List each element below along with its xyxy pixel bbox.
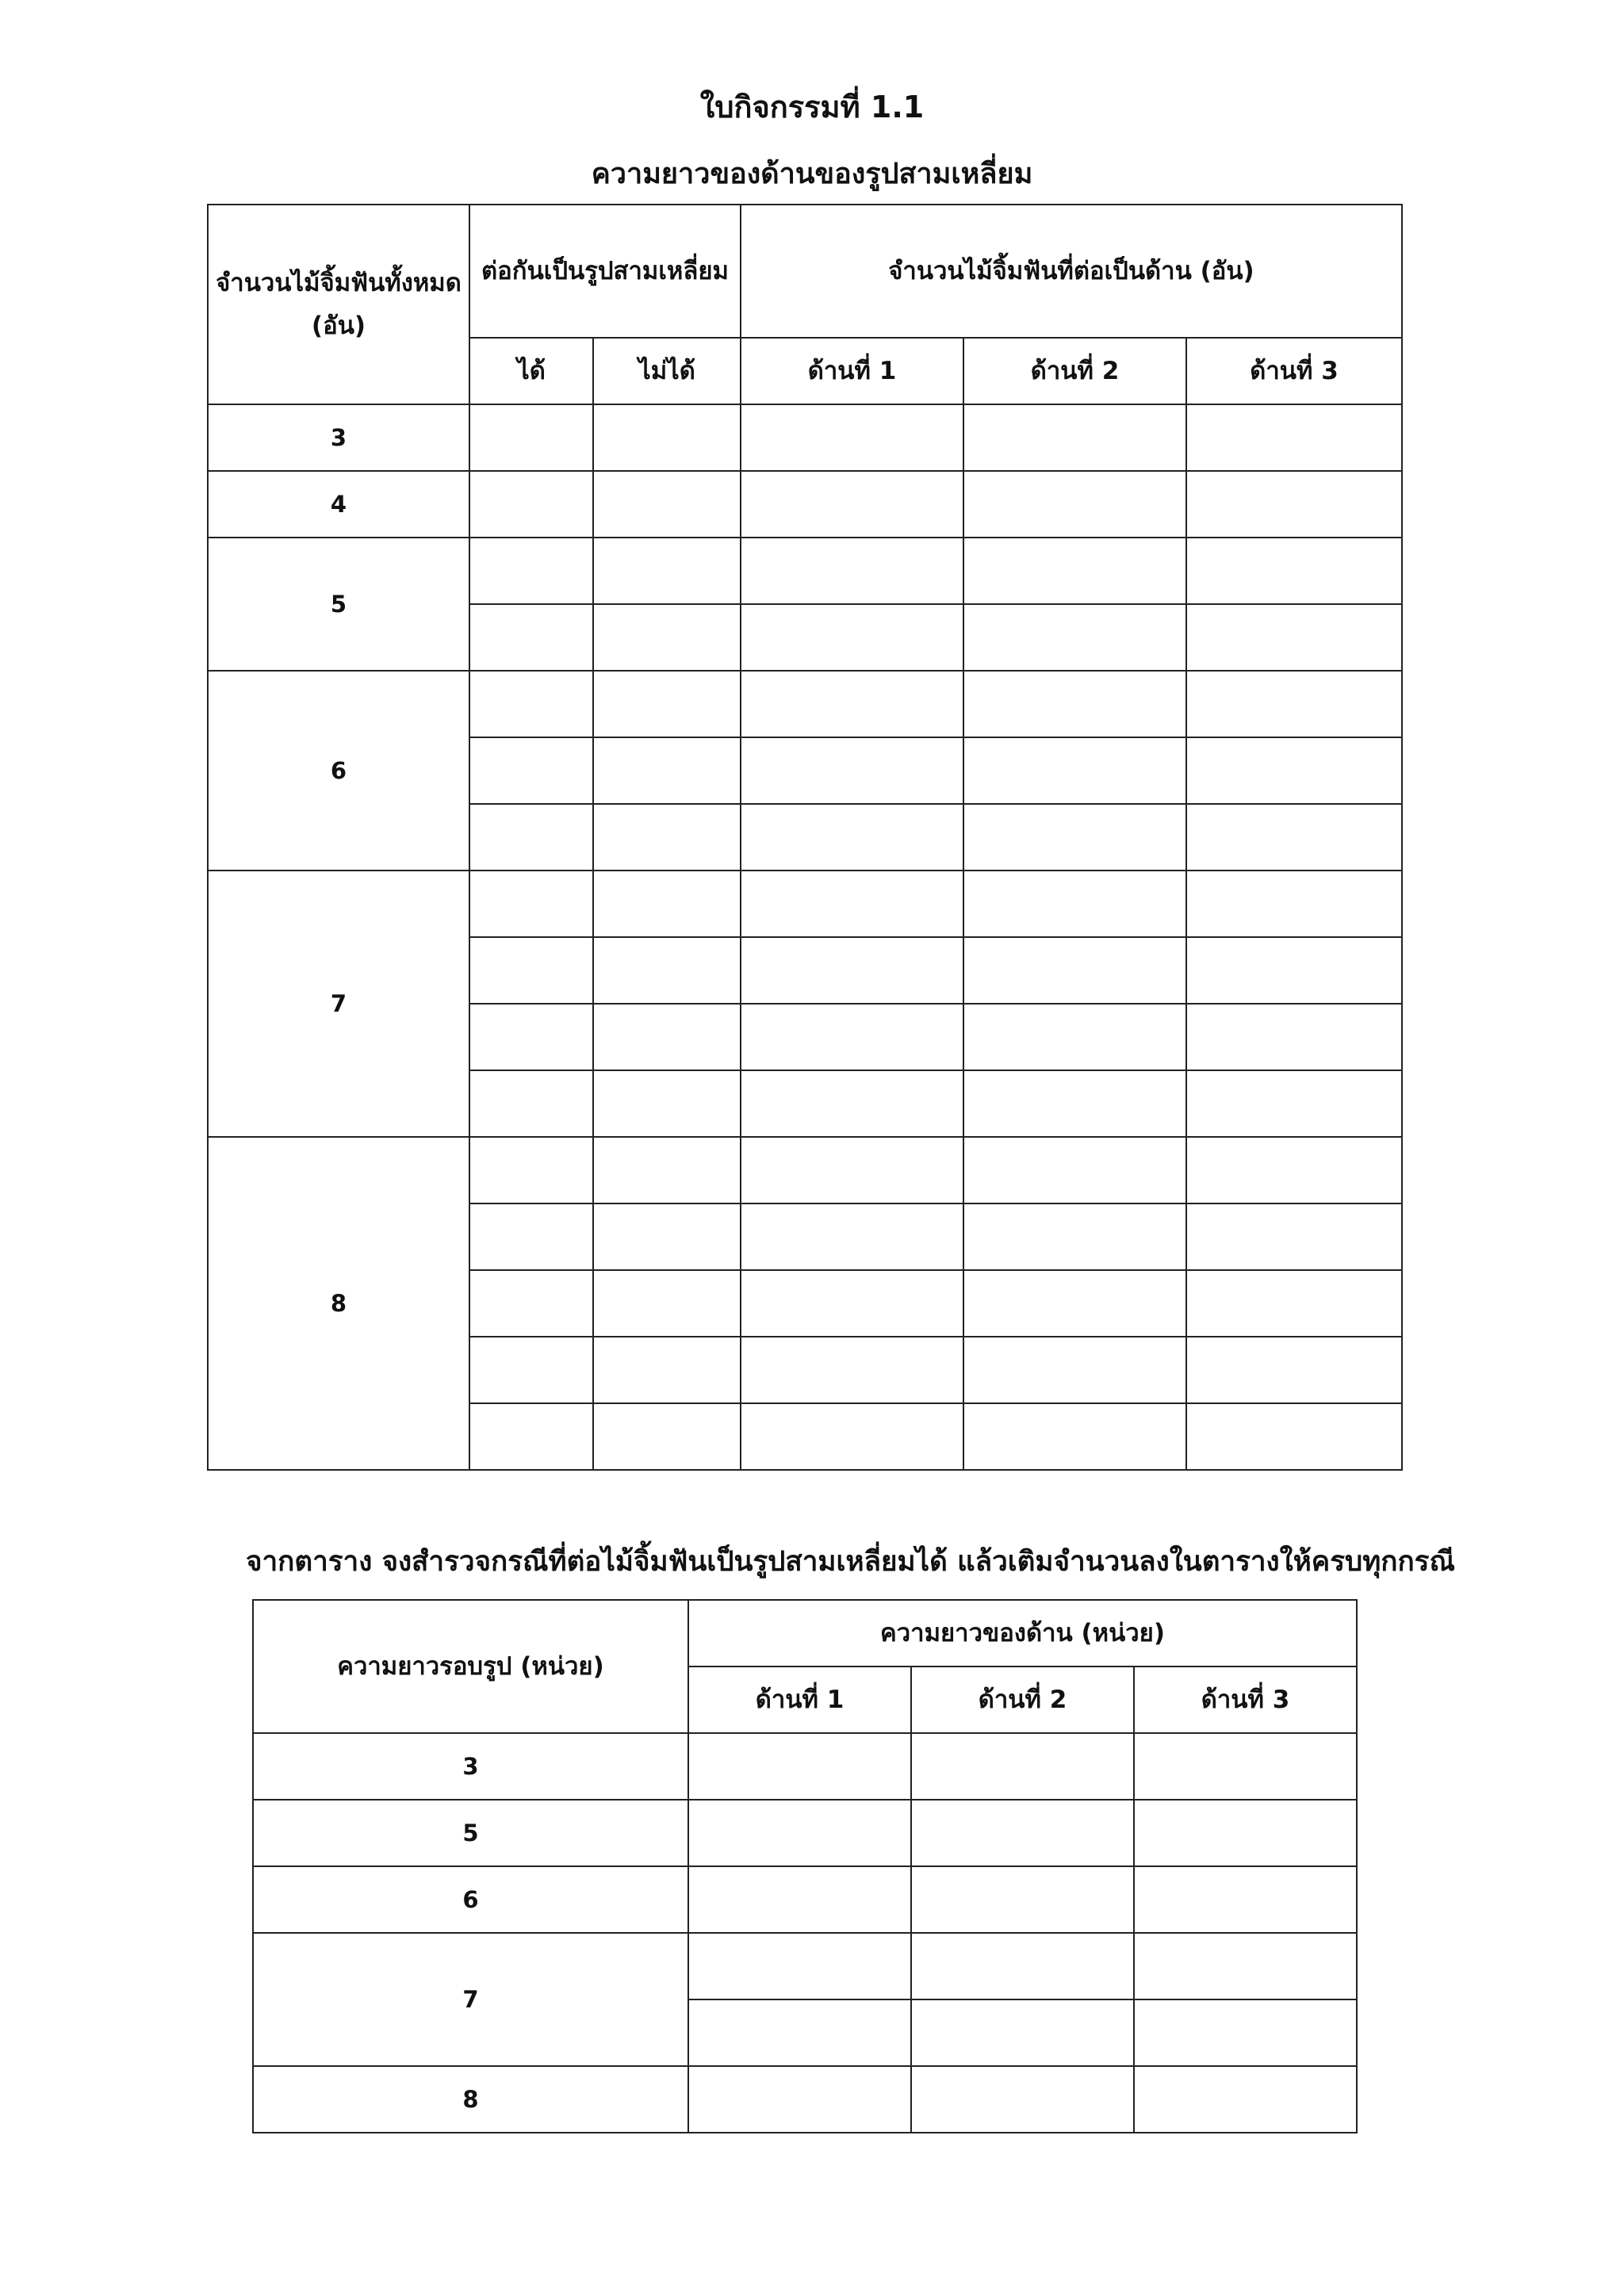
header-side-2: ด้านที่ 2 [911,1667,1134,1733]
blank-answer-cell[interactable] [963,804,1186,871]
blank-answer-cell[interactable] [593,804,741,871]
blank-answer-cell[interactable] [469,1203,593,1270]
blank-answer-cell[interactable] [963,1004,1186,1070]
table-row [253,1933,1357,1999]
blank-answer-cell[interactable] [469,937,593,1004]
blank-answer-cell[interactable] [963,737,1186,804]
blank-answer-cell[interactable] [593,871,741,937]
blank-answer-cell[interactable] [593,1337,741,1403]
blank-answer-cell[interactable] [741,1137,963,1203]
toothpick-triangle-table [207,204,1403,1471]
blank-answer-cell[interactable] [963,1270,1186,1337]
header-side-1: ด้านที่ 1 [688,1667,911,1733]
blank-answer-cell[interactable] [911,1733,1134,1800]
blank-answer-cell[interactable] [593,1270,741,1337]
blank-answer-cell[interactable] [1134,1866,1357,1933]
blank-answer-cell[interactable] [1186,471,1402,538]
blank-answer-cell[interactable] [963,871,1186,937]
header-can-form-triangle: ต่อกันเป็นรูปสามเหลี่ยม [469,205,741,338]
blank-answer-cell[interactable] [1186,1137,1402,1203]
blank-answer-cell[interactable] [741,1337,963,1403]
row-count-label: 5 [253,1800,688,1866]
blank-answer-cell[interactable] [963,1137,1186,1203]
table-row [208,1137,1402,1203]
blank-answer-cell[interactable] [911,2066,1134,2133]
row-count-label: 7 [208,871,469,1137]
blank-answer-cell[interactable] [1186,1070,1402,1137]
blank-answer-cell[interactable] [469,804,593,871]
blank-answer-cell[interactable] [1134,1800,1357,1866]
blank-answer-cell[interactable] [1186,1203,1402,1270]
blank-answer-cell[interactable] [1186,804,1402,871]
blank-answer-cell[interactable] [963,1403,1186,1470]
blank-answer-cell[interactable] [963,1203,1186,1270]
blank-answer-cell[interactable] [963,471,1186,538]
blank-answer-cell[interactable] [593,1403,741,1470]
blank-answer-cell[interactable] [963,1337,1186,1403]
blank-answer-cell[interactable] [688,1800,911,1866]
blank-answer-cell[interactable] [963,538,1186,604]
blank-answer-cell[interactable] [1186,671,1402,737]
header-perimeter: ความยาวรอบรูป (หน่วย) [253,1600,688,1733]
header-toothpicks-per-side: จำนวนไม้จิ้มฟันที่ต่อเป็นด้าน (อัน) [741,205,1402,338]
blank-answer-cell[interactable] [593,471,741,538]
header-side-lengths: ความยาวของด้าน (หน่วย) [688,1600,1357,1667]
blank-answer-cell[interactable] [593,737,741,804]
blank-answer-cell[interactable] [593,538,741,604]
blank-answer-cell[interactable] [741,937,963,1004]
table2-body [253,1733,1357,2133]
blank-answer-cell[interactable] [741,871,963,937]
blank-answer-cell[interactable] [469,604,593,671]
blank-answer-cell[interactable] [593,1070,741,1137]
blank-answer-cell[interactable] [1186,1403,1402,1470]
instruction-text: จากตาราง จงสำรวจกรณีที่ต่อไม้จิ้มฟันเป็นรูปสามเหลี่ยมได้ แล้วเติมจำนวนลงในตารางให้ครบทุกกรณี [246,1546,1455,1578]
blank-answer-cell[interactable] [963,404,1186,471]
row-count-label: 8 [208,1137,469,1470]
table-row [253,1800,1357,1866]
blank-answer-cell[interactable] [741,804,963,871]
blank-answer-cell[interactable] [911,1866,1134,1933]
blank-answer-cell[interactable] [469,671,593,737]
blank-answer-cell[interactable] [1186,1270,1402,1337]
blank-answer-cell[interactable] [688,2066,911,2133]
blank-answer-cell[interactable] [963,1070,1186,1137]
blank-answer-cell[interactable] [469,1004,593,1070]
row-count-label: 8 [253,2066,688,2133]
sheet-title: ใบกิจกรรมที่ 1.1 [699,90,925,124]
blank-answer-cell[interactable] [741,604,963,671]
blank-answer-cell[interactable] [469,871,593,937]
blank-answer-cell[interactable] [469,1403,593,1470]
blank-answer-cell[interactable] [1186,404,1402,471]
blank-answer-cell[interactable] [469,1270,593,1337]
blank-answer-cell[interactable] [741,1004,963,1070]
blank-answer-cell[interactable] [911,1800,1134,1866]
header-side-2: ด้านที่ 2 [963,338,1186,404]
row-count-label: 3 [253,1733,688,1800]
row-count-label: 3 [208,404,469,471]
header-total-toothpicks: จำนวนไม้จิ้มฟันทั้งหมด (อัน) [208,205,469,404]
blank-answer-cell[interactable] [1186,1337,1402,1403]
blank-answer-cell[interactable] [1134,2066,1357,2133]
blank-answer-cell[interactable] [469,1337,593,1403]
blank-answer-cell[interactable] [593,404,741,471]
blank-answer-cell[interactable] [1186,937,1402,1004]
table1-body [208,404,1402,1470]
header-side-3: ด้านที่ 3 [1134,1667,1357,1733]
blank-answer-cell[interactable] [741,404,963,471]
blank-answer-cell[interactable] [593,1137,741,1203]
blank-answer-cell[interactable] [1186,1004,1402,1070]
blank-answer-cell[interactable] [688,1999,911,2066]
table-row [253,1733,1357,1800]
blank-answer-cell[interactable] [741,737,963,804]
table-row [208,871,1402,937]
blank-answer-cell[interactable] [963,937,1186,1004]
blank-answer-cell[interactable] [963,604,1186,671]
blank-answer-cell[interactable] [741,1270,963,1337]
blank-answer-cell[interactable] [688,1733,911,1800]
row-count-label: 6 [208,671,469,871]
blank-answer-cell[interactable] [469,471,593,538]
blank-answer-cell[interactable] [1186,604,1402,671]
blank-answer-cell[interactable] [1134,1933,1357,1999]
table-row [208,538,1402,604]
header-side-1: ด้านที่ 1 [741,338,963,404]
row-count-label: 7 [253,1933,688,2066]
blank-answer-cell[interactable] [1186,871,1402,937]
table-row [253,1866,1357,1933]
blank-answer-cell[interactable] [1186,737,1402,804]
blank-answer-cell[interactable] [1134,1733,1357,1800]
row-count-label: 5 [208,538,469,671]
table-row [208,404,1402,471]
table-row [253,2066,1357,2133]
blank-answer-cell[interactable] [593,1004,741,1070]
blank-answer-cell[interactable] [688,1933,911,1999]
blank-answer-cell[interactable] [1134,1999,1357,2066]
blank-answer-cell[interactable] [1186,538,1402,604]
row-count-label: 4 [208,471,469,538]
header-side-3: ด้านที่ 3 [1186,338,1402,404]
blank-answer-cell[interactable] [469,538,593,604]
table-row [208,471,1402,538]
blank-answer-cell[interactable] [911,1999,1134,2066]
header-no: ไม่ได้ [593,338,741,404]
blank-answer-cell[interactable] [741,1403,963,1470]
perimeter-side-length-table [252,1599,1358,2133]
blank-answer-cell[interactable] [593,937,741,1004]
sheet-subtitle: ความยาวของด้านของรูปสามเหลี่ยม [591,158,1033,190]
blank-answer-cell[interactable] [688,1866,911,1933]
blank-answer-cell[interactable] [963,671,1186,737]
blank-answer-cell[interactable] [741,538,963,604]
header-yes: ได้ [469,338,593,404]
blank-answer-cell[interactable] [741,471,963,538]
blank-answer-cell[interactable] [593,1203,741,1270]
blank-answer-cell[interactable] [593,604,741,671]
blank-answer-cell[interactable] [741,1070,963,1137]
blank-answer-cell[interactable] [741,671,963,737]
row-count-label: 6 [253,1866,688,1933]
blank-answer-cell[interactable] [911,1933,1134,1999]
blank-answer-cell[interactable] [741,1203,963,1270]
blank-answer-cell[interactable] [469,1137,593,1203]
blank-answer-cell[interactable] [593,671,741,737]
blank-answer-cell[interactable] [469,1070,593,1137]
blank-answer-cell[interactable] [469,404,593,471]
table-row [208,671,1402,737]
blank-answer-cell[interactable] [469,737,593,804]
